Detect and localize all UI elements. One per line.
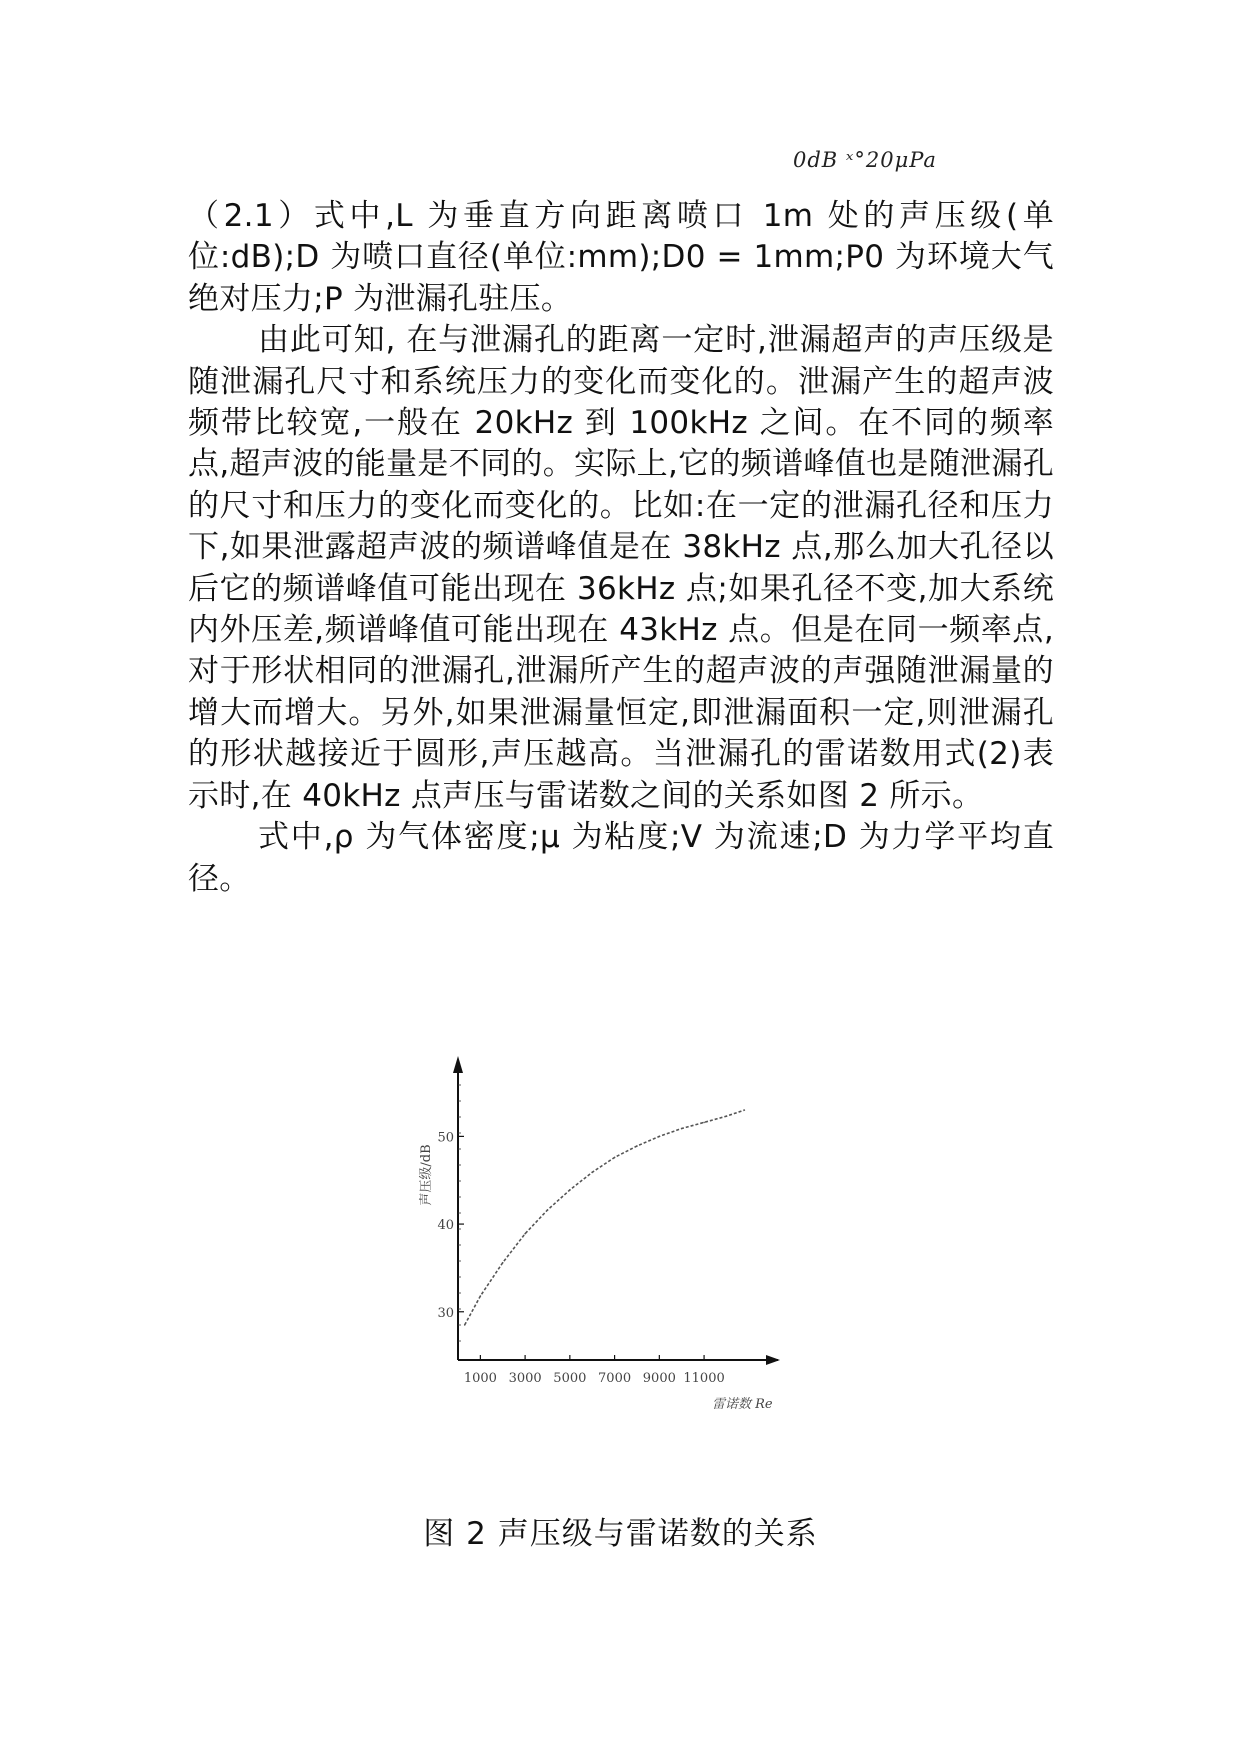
data-point	[614, 1157, 616, 1159]
paragraph-3: 式中,ρ 为气体密度;μ 为粘度;V 为流速;D 为力学平均直径。	[188, 819, 1054, 897]
data-point	[681, 1128, 683, 1130]
x-tick-label: 3000	[508, 1371, 542, 1386]
x-tick-label: 5000	[553, 1371, 587, 1386]
data-point	[726, 1115, 728, 1117]
data-point	[480, 1295, 482, 1297]
data-point	[703, 1122, 705, 1124]
data-point	[569, 1189, 571, 1191]
figure-2	[400, 1055, 880, 1485]
y-tick-label: 50	[437, 1130, 454, 1146]
data-point	[524, 1233, 526, 1235]
y-axis-label: 声压级/dB	[419, 1144, 434, 1206]
y-tick-label: 30	[437, 1305, 454, 1321]
paragraph-1: （2.1）式中,L 为垂直方向距离喷口 1m 处的声压级(单位:dB);D 为喷口直径(单位:mm);D0 = 1mm;P0 为环境大气绝对压力;P 为泄漏孔驻压。	[188, 198, 1055, 317]
x-tick-label: 11000	[683, 1371, 725, 1386]
x-tick-label: 9000	[642, 1371, 676, 1386]
y-axis-arrow-icon	[453, 1056, 463, 1073]
data-point	[591, 1172, 593, 1174]
chart-svg	[400, 1055, 880, 1485]
data-point	[636, 1145, 638, 1147]
data-point	[744, 1109, 746, 1111]
data-point	[547, 1209, 549, 1211]
data-point	[659, 1136, 661, 1138]
y-ticks	[437, 1085, 464, 1341]
x-tick-label: 1000	[463, 1371, 497, 1386]
paragraph-2: 由此可知, 在与泄漏孔的距离一定时,泄漏超声的声压级是随泄漏孔尺寸和系统压力的变化而变化的。泄漏产生的超声波频带比较宽,一般在 20kHz 到 100kHz 之间。在不同的频率点,超声波的能量是不同的。实际上,它的频谱峰值也是随泄漏孔的尺寸和压力的变化而变化的。比如:在一定的泄漏孔径和压力下,如果泄露超声波的频谱峰值是在 38kHz 点,那么加大孔径以后它的频谱峰值可能出现在 36kHz 点;如果孔径不变,加大系统内外压差,频谱峰值可能出现在 43kHz 点。但是在同一频率点,对于形状相同的泄漏孔,泄漏所产生的超声波的声强随泄漏量的增大而增大。另外,如果泄漏量恒定,即泄漏面积一定,则泄漏孔的形状越接近于圆形,声压越高。当泄漏孔的雷诺数用式(2)表示时,在 40kHz 点声压与雷诺数之间的关系如图 2 所示。	[188, 322, 1054, 814]
data-point	[502, 1262, 504, 1264]
x-axis-arrow-icon	[766, 1355, 780, 1365]
y-tick-label: 40	[437, 1218, 454, 1234]
x-axis-label: 雷诺数 Re	[712, 1397, 773, 1412]
x-tick-label: 7000	[598, 1371, 632, 1386]
formula-fragment: 0dB ˣ°20μPa	[793, 148, 937, 172]
series-group	[464, 1109, 745, 1325]
figure-caption: 图 2 声压级与雷诺数的关系	[423, 1516, 818, 1552]
body-text	[188, 196, 1054, 900]
series-line	[465, 1110, 745, 1325]
data-point	[464, 1324, 466, 1326]
